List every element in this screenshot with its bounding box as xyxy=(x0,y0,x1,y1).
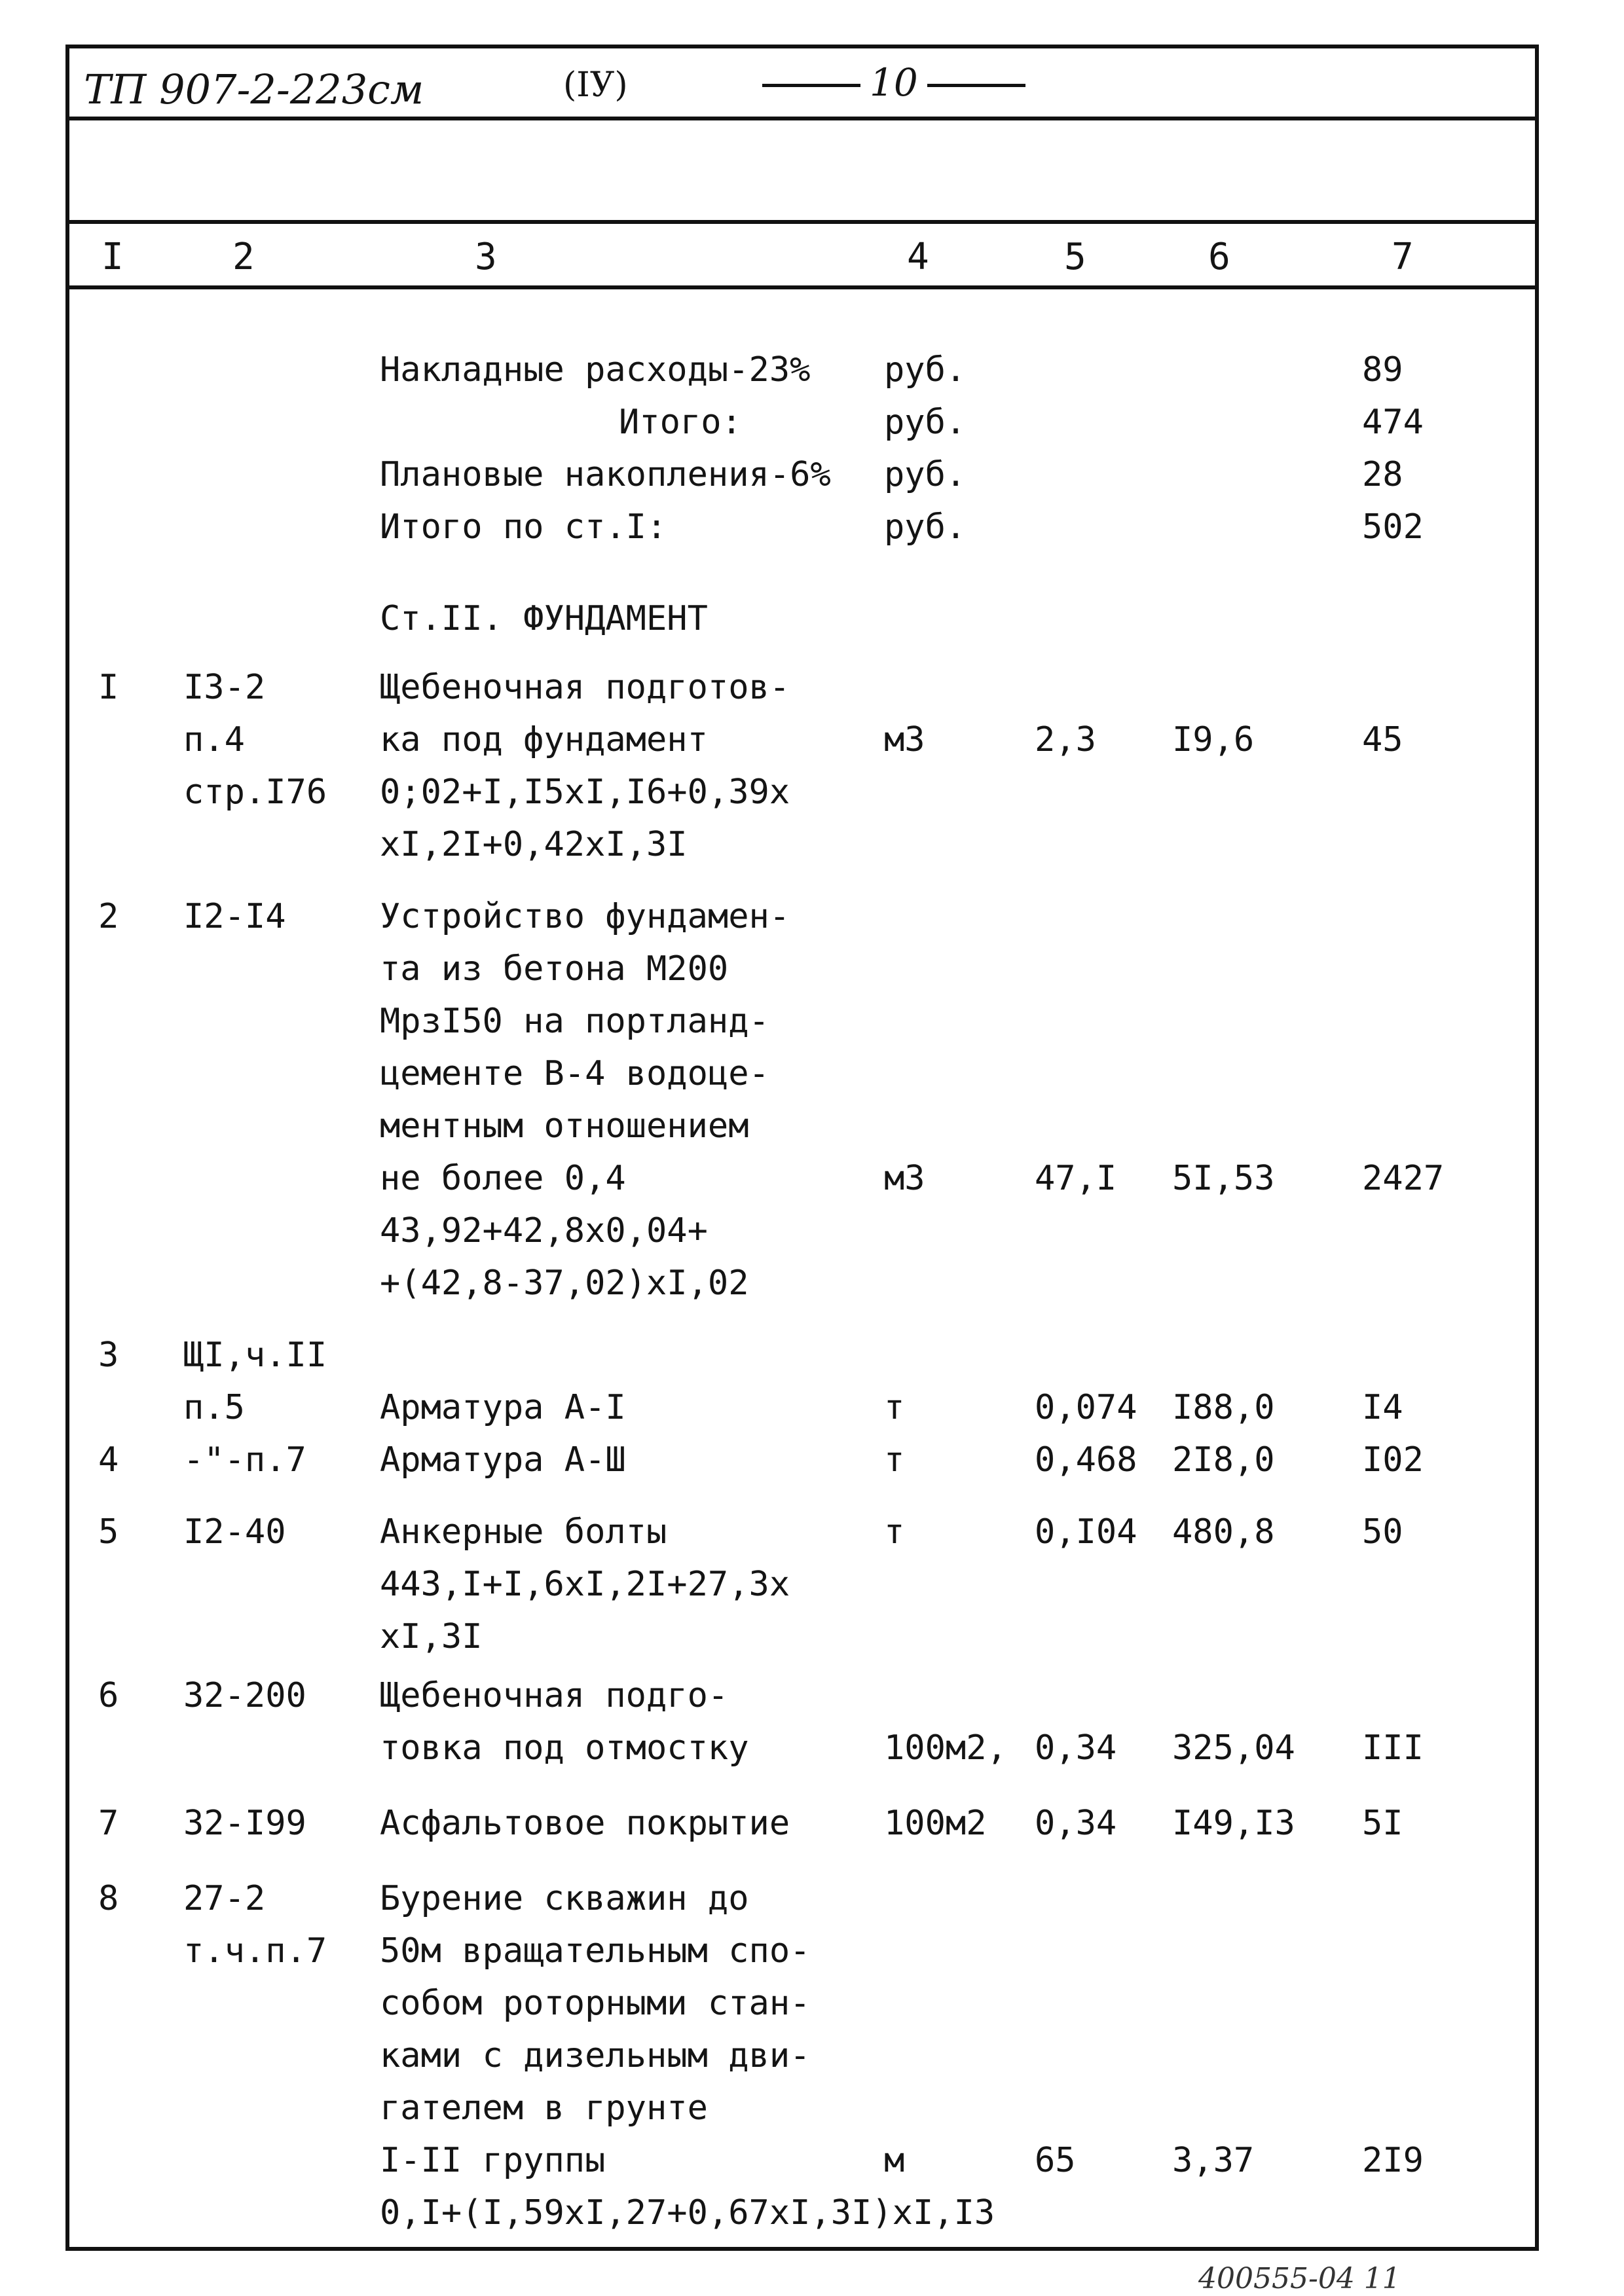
row-6-number: 6 xyxy=(98,1676,119,1715)
row-1-reference: I3-2 п.4 стр.I76 xyxy=(183,668,327,812)
row-3-name: Арматура А-I xyxy=(380,1388,626,1427)
column-header-6: 6 xyxy=(1208,236,1230,278)
row-7-unit-price: I49,I3 xyxy=(1172,1804,1295,1843)
summary-name-section-total: Итого по ст.I: xyxy=(380,507,667,547)
summary-total-subtotal: 474 xyxy=(1362,403,1424,442)
row-7-reference: 32-I99 xyxy=(183,1804,306,1843)
row-3-quantity: 0,074 xyxy=(1035,1388,1137,1427)
document-code: ТП 907-2-223см xyxy=(84,65,424,113)
header-top-divider xyxy=(65,220,1539,224)
row-8-quantity: 65 xyxy=(1035,2141,1076,2180)
row-6-quantity: 0,34 xyxy=(1035,1728,1117,1768)
row-2-quantity: 47,I xyxy=(1035,1159,1117,1198)
page-number: 10 xyxy=(753,60,1035,105)
summary-name-overhead: Накладные расходы-23% xyxy=(380,350,811,390)
column-header-4: 4 xyxy=(907,236,929,278)
row-7-name: Асфальтовое покрытие xyxy=(380,1804,790,1843)
header-bottom-divider xyxy=(65,285,1539,289)
row-6-total: III xyxy=(1362,1728,1424,1768)
row-7-unit: 100м2 xyxy=(884,1804,987,1843)
column-header-1: I xyxy=(101,236,124,278)
document-suffix: (IУ) xyxy=(563,65,628,105)
archive-stamp: 400555-04 11 xyxy=(1198,2262,1401,2295)
row-2-name: Устройство фундамен- та из бетона М200 МрзI50 на портланд- цементе В-4 водоце- ментным отношением не более 0,4 43,92+42,8x0,04+ +(42,8-37,02)xI,02 xyxy=(380,897,790,1303)
summary-unit-subtotal: руб. xyxy=(884,403,967,442)
row-7-quantity: 0,34 xyxy=(1035,1804,1117,1843)
column-header-7: 7 xyxy=(1392,236,1414,278)
row-4-total: I02 xyxy=(1362,1440,1424,1480)
row-2-unit-price: 5I,53 xyxy=(1172,1159,1275,1198)
row-5-name: Анкерные болты 443,I+I,6xI,2I+27,3x xI,3I xyxy=(380,1512,790,1656)
row-5-number: 5 xyxy=(98,1512,119,1552)
row-6-name: Щебеночная подго- товка под отмостку xyxy=(380,1676,749,1768)
row-5-unit-price: 480,8 xyxy=(1172,1512,1275,1552)
row-1-name: Щебеночная подготов- ка под фундамент 0;02+I,I5xI,I6+0,39x xI,2I+0,42xI,3I xyxy=(380,668,790,864)
row-4-name: Арматура А-Ш xyxy=(380,1440,626,1480)
row-3-unit-price: I88,0 xyxy=(1172,1388,1275,1427)
summary-total-planned: 28 xyxy=(1362,455,1403,494)
row-1-unit: м3 xyxy=(884,720,925,759)
row-3-unit: т xyxy=(884,1388,905,1427)
row-8-name: Бурение скважин до 50м вращательным спо- собом роторными стан- ками с дизельным дви- гателем в грунте I-II группы 0,I+(I,59xI,27+0,67xI,3I)xI,I3 xyxy=(380,1879,995,2232)
row-4-unit: т xyxy=(884,1440,905,1480)
row-2-number: 2 xyxy=(98,897,119,936)
row-8-unit-price: 3,37 xyxy=(1172,2141,1255,2180)
row-5-quantity: 0,I04 xyxy=(1035,1512,1137,1552)
row-5-unit: т xyxy=(884,1512,905,1552)
row-7-total: 5I xyxy=(1362,1804,1403,1843)
row-1-quantity: 2,3 xyxy=(1035,720,1096,759)
row-8-number: 8 xyxy=(98,1879,119,1918)
row-4-unit-price: 2I8,0 xyxy=(1172,1440,1275,1480)
column-header-5: 5 xyxy=(1064,236,1086,278)
summary-total-overhead: 89 xyxy=(1362,350,1403,390)
row-2-reference: I2-I4 xyxy=(183,897,286,936)
row-4-quantity: 0,468 xyxy=(1035,1440,1137,1480)
row-5-reference: I2-40 xyxy=(183,1512,286,1552)
row-2-total: 2427 xyxy=(1362,1159,1445,1198)
row-3-number: 3 xyxy=(98,1336,119,1375)
summary-name-planned: Плановые накопления-6% xyxy=(380,455,831,494)
row-6-reference: 32-200 xyxy=(183,1676,306,1715)
column-header-3: 3 xyxy=(475,236,497,278)
row-1-total: 45 xyxy=(1362,720,1403,759)
title-divider xyxy=(65,117,1539,120)
row-6-unit-price: 325,04 xyxy=(1172,1728,1295,1768)
summary-unit-planned: руб. xyxy=(884,455,967,494)
summary-name-subtotal: Итого: xyxy=(619,403,742,442)
summary-unit-overhead: руб. xyxy=(884,350,967,390)
row-1-unit-price: I9,6 xyxy=(1172,720,1255,759)
summary-unit-section-total: руб. xyxy=(884,507,967,547)
row-1-number: I xyxy=(98,668,119,707)
row-4-number: 4 xyxy=(98,1440,119,1480)
row-4-reference: -"-п.7 xyxy=(183,1440,306,1480)
row-8-total: 2I9 xyxy=(1362,2141,1424,2180)
row-8-unit: м xyxy=(884,2141,905,2180)
row-3-reference: ЩI,ч.II п.5 xyxy=(183,1336,327,1427)
section-title: Ст.II. ФУНДАМЕНТ xyxy=(380,599,708,638)
row-8-reference: 27-2 т.ч.п.7 xyxy=(183,1879,327,1971)
row-3-total: I4 xyxy=(1362,1388,1403,1427)
summary-total-section-total: 502 xyxy=(1362,507,1424,547)
row-2-unit: м3 xyxy=(884,1159,925,1198)
row-7-number: 7 xyxy=(98,1804,119,1843)
row-5-total: 50 xyxy=(1362,1512,1403,1552)
column-header-2: 2 xyxy=(232,236,255,278)
row-6-unit: 100м2, xyxy=(884,1728,1007,1768)
